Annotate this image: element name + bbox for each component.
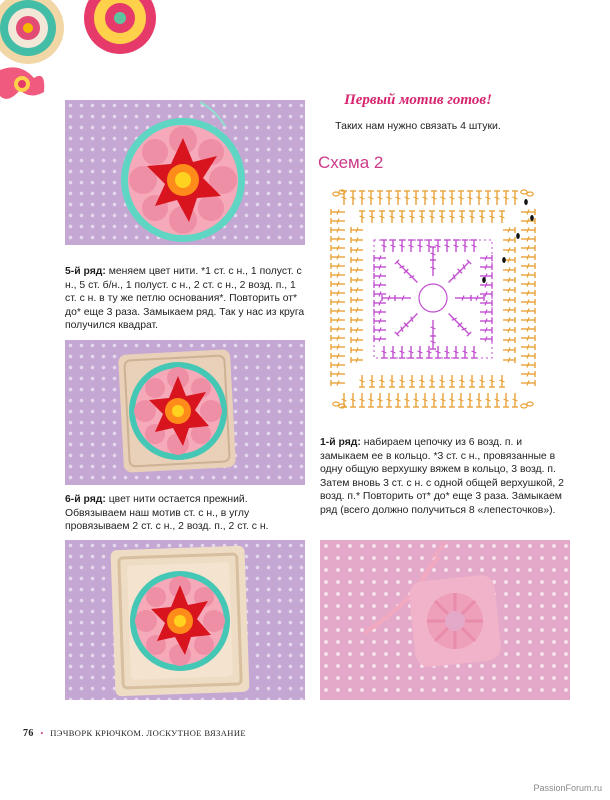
stitch-symbol	[377, 393, 383, 407]
stitch-symbol	[331, 335, 345, 341]
stitch-symbol	[422, 393, 428, 407]
stitch-symbol	[390, 240, 396, 252]
stitch-symbol	[521, 272, 535, 278]
stitch-symbol	[521, 209, 535, 215]
stitch-symbol	[431, 393, 437, 407]
stitch-symbol	[408, 346, 414, 358]
row6-text: цвет нити остается прежний. Обвязываем наш мотив ст. с н., в углу провязываем 2 ст. с н., 2 возд. п., 2 ст. с н.	[65, 494, 269, 533]
stitch-symbol	[331, 326, 345, 332]
stitch-symbol	[503, 287, 515, 293]
stitch-symbol	[479, 211, 485, 223]
stitch-symbol	[409, 375, 415, 387]
stitch-symbol	[512, 393, 518, 407]
stitch-symbol	[435, 346, 441, 358]
stitch-symbol	[374, 273, 386, 279]
stitch-symbol	[395, 191, 401, 205]
row-start-marker	[516, 233, 520, 239]
stitch-symbol	[351, 277, 363, 283]
motif-done-subtitle: Таких нам нужно связать 4 штуки.	[335, 120, 501, 132]
stitch-symbol	[331, 281, 345, 287]
stitch-symbol	[374, 291, 386, 297]
stitch-symbol	[521, 263, 535, 269]
stitch-symbol	[467, 191, 473, 205]
stitch-symbol	[351, 337, 363, 343]
row5-text: меняем цвет нити. *1 ст. с н., 1 полуст. с н., 5 ст. б/н., 1 полуст. с н., 2 ст. с н., 2 возд. п., 1 ст. с н. в ту же петлю основания*. Повторить от* до* еще 3 раза. Замыкаем ряд. Так у нас из круга получился квадрат.	[65, 266, 305, 332]
stitch-symbol	[379, 375, 385, 387]
stitch-symbol	[399, 211, 405, 223]
stitch-symbol	[374, 327, 386, 333]
stitch-symbol	[499, 211, 505, 223]
stitch-symbol	[395, 295, 411, 301]
stitch-symbol	[489, 375, 495, 387]
stitch-symbol	[521, 326, 535, 332]
stitch-symbol	[457, 322, 471, 336]
stitch-symbol	[440, 393, 446, 407]
stitch-symbol	[503, 277, 515, 283]
stitch-symbol	[399, 240, 405, 252]
stitch-symbol	[449, 375, 455, 387]
page-number: 76	[23, 728, 34, 739]
stitch-symbol	[458, 191, 464, 205]
stitch-symbol	[331, 254, 345, 260]
stitch-symbol	[331, 290, 345, 296]
row-start-marker	[482, 277, 486, 283]
stitch-symbol	[404, 191, 410, 205]
stitch-symbol	[331, 380, 345, 386]
stitch-symbol	[417, 346, 423, 358]
stitch-symbol	[395, 322, 409, 336]
stitch-symbol	[359, 191, 365, 205]
stitch-symbol	[359, 393, 365, 407]
stitch-symbol	[503, 247, 515, 253]
stitch-symbol	[331, 317, 345, 323]
stitch-symbol	[419, 211, 425, 223]
stitch-symbol	[435, 240, 441, 252]
stitch-symbol	[350, 191, 356, 205]
stitch-symbol	[521, 353, 535, 359]
photo-ring-start	[320, 540, 570, 700]
scheme-title: Схема 2	[318, 153, 384, 172]
stitch-symbol	[485, 393, 491, 407]
stitch-symbol	[422, 191, 428, 205]
stitch-symbol	[489, 211, 495, 223]
stitch-symbol	[480, 273, 492, 279]
stitch-symbol	[408, 240, 414, 252]
stitch-symbol	[331, 299, 345, 305]
stitch-symbol	[444, 346, 450, 358]
stitch-symbol	[390, 346, 396, 358]
stitch-symbol	[389, 211, 395, 223]
stitch-symbol	[374, 282, 386, 288]
stitch-symbol	[351, 227, 363, 233]
stitch-symbol	[485, 191, 491, 205]
row5-description	[65, 265, 305, 333]
stitch-symbol	[480, 282, 492, 288]
stitch-symbol	[503, 317, 515, 323]
row6-label: 6-й ряд:	[65, 494, 106, 505]
stitch-symbol	[374, 300, 386, 306]
stitch-symbol	[480, 291, 492, 297]
stitch-symbol	[426, 240, 432, 252]
stitch-symbol	[395, 260, 409, 274]
stitch-symbol	[331, 308, 345, 314]
stitch-symbol	[449, 393, 455, 407]
stitch-symbol	[444, 240, 450, 252]
stitch-symbol	[470, 295, 484, 301]
stitch-symbol	[331, 272, 345, 278]
stitch-symbol	[389, 375, 395, 387]
stitch-symbol	[480, 336, 492, 342]
stitch-symbol	[521, 308, 535, 314]
stitch-symbol	[494, 191, 500, 205]
stitch-symbol	[458, 393, 464, 407]
stitch-symbol	[503, 227, 515, 233]
stitch-symbol	[439, 375, 445, 387]
stitch-symbol	[381, 240, 387, 252]
stitch-symbol	[351, 347, 363, 353]
row1-description	[320, 436, 570, 518]
stitch-symbol	[369, 211, 375, 223]
stitch-symbol	[449, 191, 455, 205]
stitch-symbol	[386, 191, 392, 205]
stitch-symbol	[503, 347, 515, 353]
stitch-symbol	[440, 191, 446, 205]
chain-symbol	[527, 192, 533, 196]
stitch-symbol	[512, 191, 518, 205]
stitch-symbol	[503, 267, 515, 273]
row5-label: 5-й ряд:	[65, 266, 106, 277]
corner-decoration	[0, 0, 200, 110]
stitch-symbol	[476, 393, 482, 407]
stitch-symbol	[521, 362, 535, 368]
stitch-symbol	[429, 375, 435, 387]
stitch-symbol	[480, 327, 492, 333]
stitch-symbol	[521, 227, 535, 233]
stitch-symbol	[331, 209, 345, 215]
stitch-symbol	[521, 344, 535, 350]
scheme-center-ring	[419, 284, 447, 312]
stitch-symbol	[351, 317, 363, 323]
stitch-symbol	[455, 295, 471, 301]
stitch-symbol	[430, 247, 436, 261]
stitch-symbol	[430, 260, 436, 276]
stitch-symbol	[503, 297, 515, 303]
stitch-symbol	[453, 346, 459, 358]
stitch-symbol	[503, 337, 515, 343]
stitch-symbol	[381, 346, 387, 358]
row-start-marker	[524, 199, 528, 205]
stitch-symbol	[331, 245, 345, 251]
stitch-symbol	[521, 281, 535, 287]
watermark: PassionForum.ru	[533, 783, 602, 793]
stitch-symbol	[521, 317, 535, 323]
book-title: ПЭЧВОРК КРЮЧКОМ. ЛОСКУТНОЕ ВЯЗАНИЕ	[50, 728, 246, 738]
stitch-symbol	[331, 227, 345, 233]
stitch-symbol	[331, 371, 345, 377]
chain-symbol	[333, 192, 339, 196]
stitch-symbol	[480, 309, 492, 315]
stitch-symbol	[503, 357, 515, 363]
stitch-symbol	[469, 211, 475, 223]
stitch-symbol	[480, 255, 492, 261]
stitch-symbol	[419, 375, 425, 387]
stitch-symbol	[430, 335, 436, 349]
stitch-symbol	[462, 240, 468, 252]
photo-finished-motif	[65, 540, 305, 700]
stitch-symbol	[521, 299, 535, 305]
stitch-symbol	[350, 393, 356, 407]
stitch-symbol	[409, 211, 415, 223]
stitch-symbol	[431, 191, 437, 205]
stitch-symbol	[331, 218, 345, 224]
stitch-symbol	[331, 236, 345, 242]
stitch-symbol	[399, 375, 405, 387]
stitch-symbol	[503, 327, 515, 333]
stitch-symbol	[374, 264, 386, 270]
stitch-symbol	[494, 393, 500, 407]
stitch-symbol	[480, 264, 492, 270]
stitch-symbol	[369, 375, 375, 387]
chain-symbol	[527, 402, 533, 406]
stitch-symbol	[417, 240, 423, 252]
chain-symbol	[333, 402, 339, 406]
stitch-symbol	[404, 393, 410, 407]
stitch-symbol	[453, 240, 459, 252]
stitch-symbol	[351, 247, 363, 253]
stitch-symbol	[480, 318, 492, 324]
stitch-symbol	[521, 254, 535, 260]
stitch-symbol	[521, 380, 535, 386]
stitch-symbol	[521, 290, 535, 296]
stitch-symbol	[457, 260, 471, 274]
row-start-marker	[502, 257, 506, 263]
stitch-symbol	[459, 375, 465, 387]
photo-round-motif	[65, 100, 305, 245]
stitch-symbol	[374, 309, 386, 315]
stitch-symbol	[382, 295, 396, 301]
stitch-symbol	[359, 211, 365, 223]
stitch-symbol	[368, 393, 374, 407]
page-footer	[23, 728, 246, 739]
stitch-symbol	[331, 353, 345, 359]
stitch-symbol	[331, 344, 345, 350]
stitch-symbol	[462, 346, 468, 358]
stitch-symbol	[351, 287, 363, 293]
stitch-symbol	[351, 297, 363, 303]
stitch-symbol	[368, 191, 374, 205]
row6-description	[65, 493, 305, 534]
photo-square-motif	[65, 340, 305, 485]
stitch-symbol	[503, 307, 515, 313]
stitch-symbol	[439, 211, 445, 223]
stitch-symbol	[395, 393, 401, 407]
crochet-scheme-diagram	[318, 180, 548, 420]
stitch-symbol	[471, 346, 477, 358]
stitch-symbol	[480, 300, 492, 306]
stitch-symbol	[449, 211, 455, 223]
stitch-symbol	[331, 263, 345, 269]
stitch-symbol	[351, 307, 363, 313]
stitch-symbol	[479, 375, 485, 387]
stitch-symbol	[503, 237, 515, 243]
stitch-symbol	[379, 211, 385, 223]
stitch-symbol	[374, 255, 386, 261]
row1-text: набираем цепочку из 6 возд. п. и замыкаем ее в кольцо. *3 ст. с н., провязанные в одну общую верхушку вяжем в кольцо, 3 возд. п. Затем вновь 3 ст. с н. с одной общей верхушкой, 2 возд. п.* Повторить от* до* еще 3 раза. Замыкаем ряд (всего должно получиться 8 «лепесточков»).	[320, 437, 564, 516]
stitch-symbol	[521, 335, 535, 341]
stitch-symbol	[374, 318, 386, 324]
stitch-symbol	[351, 257, 363, 263]
stitch-symbol	[503, 393, 509, 407]
stitch-symbol	[467, 393, 473, 407]
row-start-marker	[530, 215, 534, 221]
stitch-symbol	[429, 211, 435, 223]
stitch-symbol	[521, 236, 535, 242]
stitch-symbol	[503, 191, 509, 205]
stitch-symbol	[351, 327, 363, 333]
stitch-symbol	[351, 267, 363, 273]
footer-separator: •	[40, 728, 44, 738]
motif-done-title: Первый мотив готов!	[344, 92, 492, 108]
stitch-symbol	[399, 346, 405, 358]
stitch-symbol	[386, 393, 392, 407]
stitch-symbol	[499, 375, 505, 387]
stitch-symbol	[413, 393, 419, 407]
stitch-symbol	[351, 357, 363, 363]
stitch-symbol	[374, 336, 386, 342]
stitch-symbol	[521, 371, 535, 377]
stitch-symbol	[469, 375, 475, 387]
stitch-symbol	[476, 191, 482, 205]
stitch-symbol	[471, 240, 477, 252]
stitch-symbol	[377, 191, 383, 205]
chain-symbol	[521, 404, 527, 408]
stitch-symbol	[426, 346, 432, 358]
stitch-symbol	[521, 245, 535, 251]
stitch-symbol	[459, 211, 465, 223]
stitch-symbol	[351, 237, 363, 243]
chain-symbol	[521, 190, 527, 194]
stitch-symbol	[359, 375, 365, 387]
row1-label: 1-й ряд:	[320, 437, 361, 448]
stitch-symbol	[331, 362, 345, 368]
stitch-symbol	[413, 191, 419, 205]
stitch-symbol	[430, 320, 436, 336]
